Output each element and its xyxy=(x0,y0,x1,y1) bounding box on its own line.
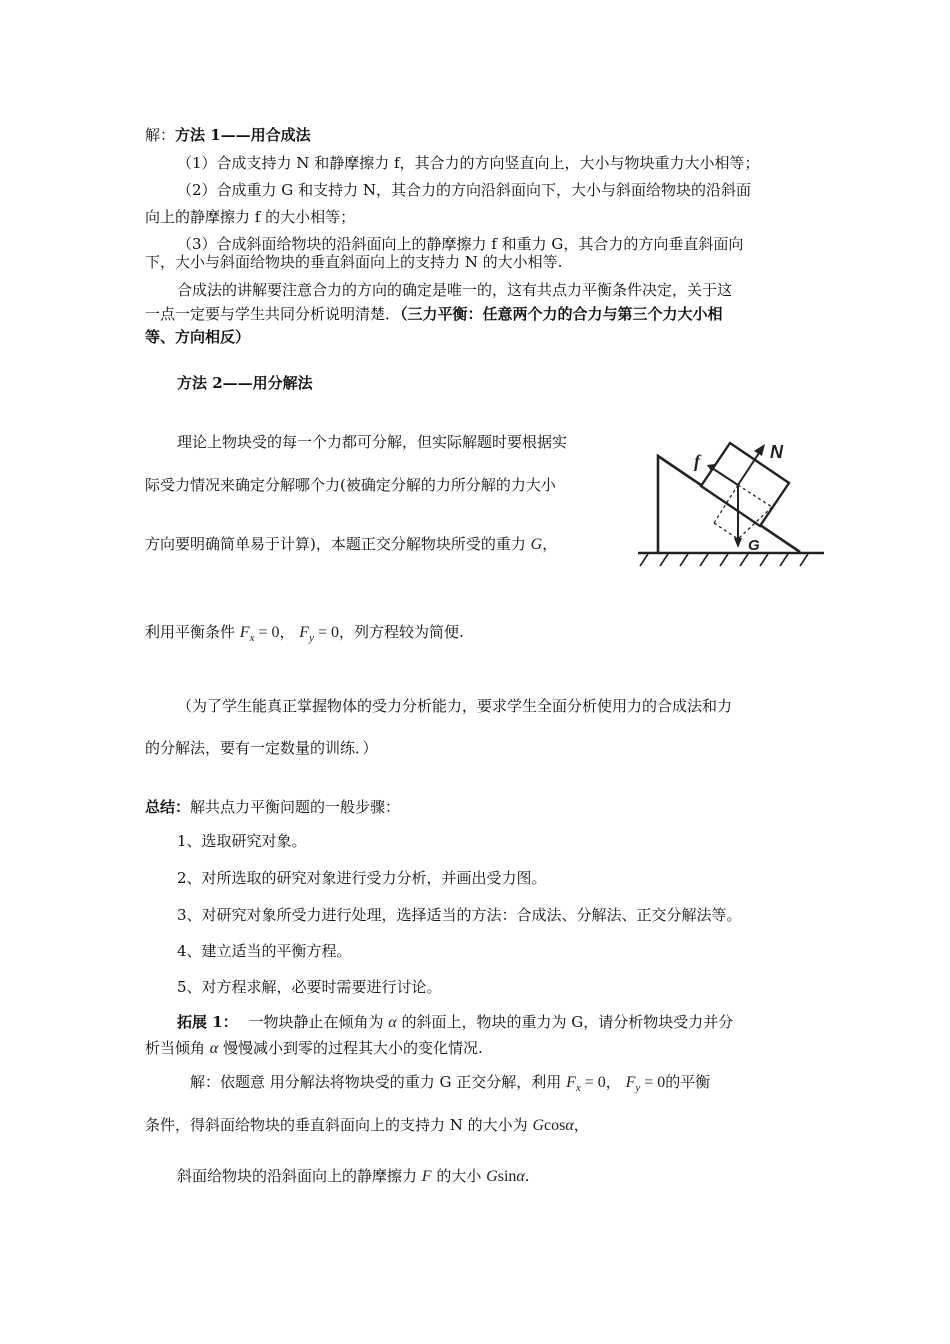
extension-line1 xyxy=(177,1012,733,1033)
summary-heading xyxy=(145,797,400,817)
math-G: G xyxy=(486,1168,498,1185)
method2-para-line4-end: ，列方程较为简便. xyxy=(339,623,464,641)
friction-label: f xyxy=(694,451,700,471)
method2-para-line2: 际受力情况来确定分解哪个力(被确定分解的力所分解的力大小 xyxy=(145,476,556,494)
method1-note-line1: 合成法的讲解要注意合力的方向的确定是唯一的，这有共点力平衡条件决定，关于这 xyxy=(177,281,733,299)
math-G: G xyxy=(532,1117,545,1134)
method1-item3-line1: （3）合成斜面给物块的沿斜面向上的静摩擦力 f 和重力 G，其合力的方向垂直斜面向 xyxy=(177,235,744,253)
method2-para-line3-text: 方向要明确简单易于计算)，本题正交分解物块所受的重力 xyxy=(145,535,526,553)
note-plain-text: 一点一定要与学生共同分析说明清楚． xyxy=(145,305,401,323)
extension-solution-line2 xyxy=(145,1115,589,1136)
method1-item1: （1）合成支持力 N 和静摩擦力 f，其合力的方向竖直向上，大小与物块重力大小相等； xyxy=(177,154,760,172)
summary-step-5: 5、对方程求解，必要时需要进行讨论。 xyxy=(177,978,442,996)
summary-step-3: 3、对研究对象所受力进行处理，选择适当的方法：合成法、分解法、正交分解法等。 xyxy=(177,906,742,924)
method1-item3-line2: 下，大小与斜面给物块的垂直斜面向上的支持力 N 的大小相等. xyxy=(145,253,563,271)
extension-line2 xyxy=(145,1038,483,1059)
g-cos-alpha xyxy=(532,1117,573,1134)
method1-note-line3: 等、方向相反） xyxy=(145,328,251,346)
solution-prefix: 解： xyxy=(145,126,176,144)
friction-symbol: F xyxy=(421,1168,432,1185)
eq-equals-zero: = 0 xyxy=(640,1074,666,1091)
eq-equals-zero: = 0 xyxy=(254,624,280,641)
method2-para-line1: 理论上物块受的每一个力都可分解，但实际解题时要根据实 xyxy=(177,433,568,451)
summary-intro: 解共点力平衡问题的一般步骤： xyxy=(190,798,401,816)
eq-F: F xyxy=(299,624,310,641)
extension-text-c: 析当倾角 xyxy=(145,1039,206,1057)
comma: ， xyxy=(605,1073,621,1091)
equation-fy-zero xyxy=(625,1074,666,1094)
eq-F: F xyxy=(625,1074,636,1091)
method2-para-line4 xyxy=(145,622,464,644)
eq-F: F xyxy=(566,1074,576,1091)
method1-item2-line1: （2）合成重力 G 和支持力 N，其合力的方向沿斜面向下，大小与斜面给物块的沿斜面 xyxy=(177,181,751,199)
solution-text-a: 解：依题意 用分解法将物块受的重力 G 正交分解，利用 xyxy=(190,1073,562,1091)
extension-text-d: 慢慢减小到零的过程其大小的变化情况. xyxy=(222,1039,483,1057)
method2-heading: 方法 2——用分解法 xyxy=(177,374,313,392)
normal-force-label: N xyxy=(770,442,783,462)
equilibrium-condition-text: 利用平衡条件 xyxy=(145,623,236,641)
comma: ， xyxy=(279,623,295,641)
math-cos: cos xyxy=(544,1117,566,1134)
eq-equals-zero: = 0 xyxy=(313,624,339,641)
extension-solution-line1 xyxy=(190,1072,710,1094)
summary-step-1: 1、选取研究对象。 xyxy=(177,832,307,850)
gravity-symbol: G xyxy=(530,536,543,553)
eq-equals-zero: = 0 xyxy=(580,1074,606,1091)
eq-sub-y: y xyxy=(309,632,314,644)
gravity-arrowhead xyxy=(734,538,742,548)
solution-text-f: 的大小 xyxy=(436,1167,482,1185)
alpha-symbol: α xyxy=(516,1168,525,1185)
method2-para-line3-end: ， xyxy=(542,535,558,553)
equation-fx-zero xyxy=(239,624,280,644)
extension-solution-line3 xyxy=(177,1166,530,1187)
extension-text-b: 的斜面上，物块的重力为 G，请分析物块受力并分 xyxy=(401,1013,734,1031)
three-force-balance-text: （三力平衡：任意两个力的合力与第三个力大小相 xyxy=(400,305,723,323)
summary-step-2: 2、对所选取的研究对象进行受力分析，并画出受力图。 xyxy=(177,869,547,887)
alpha-symbol: α xyxy=(565,1117,574,1134)
g-sin-alpha xyxy=(486,1168,525,1185)
method1-heading xyxy=(145,125,311,145)
gravity-label: G xyxy=(748,537,760,554)
method1-note-line2 xyxy=(145,304,723,324)
equation-fx-zero xyxy=(566,1074,606,1094)
solution-text-c: 条件，得斜面给物块的垂直斜面向上的支持力 N 的大小为 xyxy=(145,1116,528,1134)
summary-label: 总结： xyxy=(145,798,191,816)
math-sin: sin xyxy=(497,1168,517,1185)
solution-text-b: 的平衡 xyxy=(665,1073,711,1091)
normal-arrowhead xyxy=(754,444,765,456)
solution-text-d: ， xyxy=(573,1116,589,1134)
summary-step-4: 4、建立适当的平衡方程。 xyxy=(177,942,352,960)
remark-line2: 的分解法，要有一定数量的训练．） xyxy=(145,739,378,757)
incline-force-diagram xyxy=(632,436,832,576)
solution-text-g: . xyxy=(524,1167,530,1185)
equation-fy-zero xyxy=(299,624,339,644)
eq-sub-y: y xyxy=(635,1082,641,1094)
method1-title: 方法 1——用合成法 xyxy=(175,126,311,144)
eq-F: F xyxy=(239,624,250,641)
method2-para-line3 xyxy=(145,534,557,555)
solution-text-e: 斜面给物块的沿斜面向上的静摩擦力 xyxy=(177,1167,418,1185)
alpha-symbol: α xyxy=(209,1040,219,1057)
alpha-symbol: α xyxy=(388,1014,397,1031)
extension-label: 拓展 1： xyxy=(177,1013,238,1031)
extension-text-a: 一物块静止在倾角为 xyxy=(248,1013,384,1031)
ground-hatching xyxy=(640,554,808,566)
eq-sub-x: x xyxy=(575,1082,581,1094)
eq-sub-x: x xyxy=(249,632,255,644)
method1-item2-line2: 向上的静摩擦力 f 的大小相等； xyxy=(145,208,356,226)
remark-line1: （为了学生能真正掌握物体的受力分析能力，要求学生全面分析使用力的合成法和力 xyxy=(177,697,733,715)
